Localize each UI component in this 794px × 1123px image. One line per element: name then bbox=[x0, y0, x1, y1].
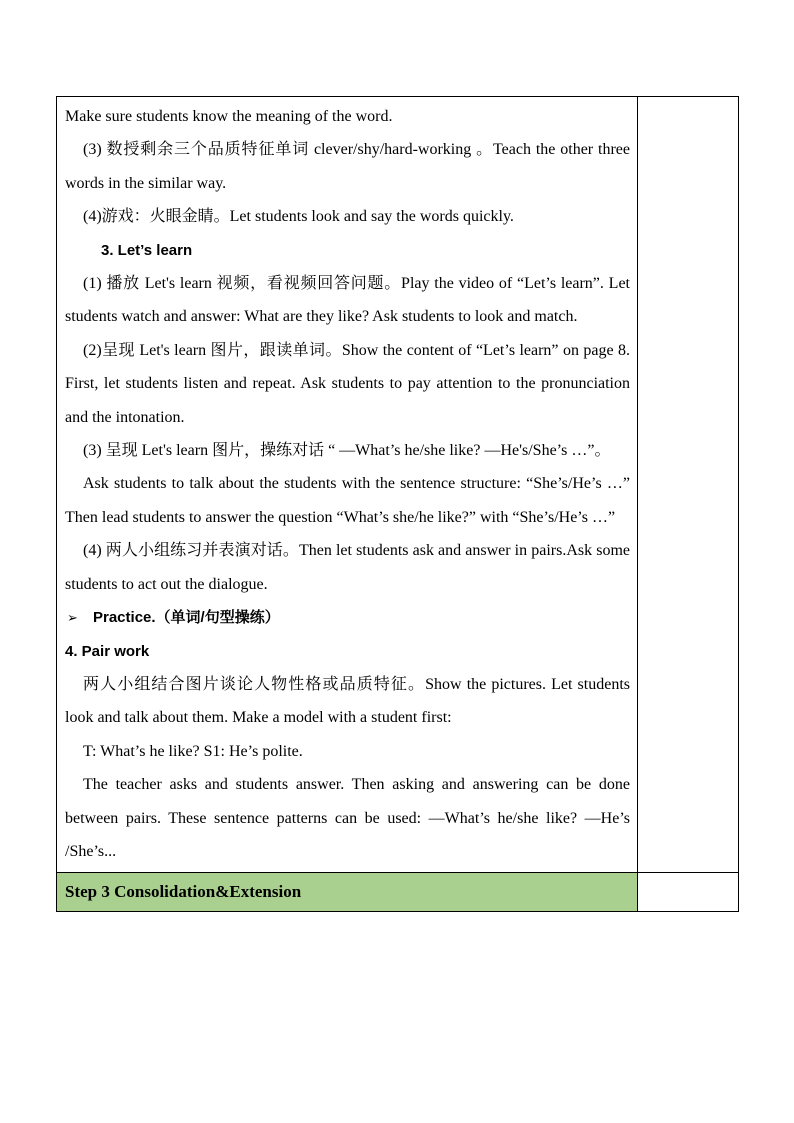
main-content-cell bbox=[57, 97, 638, 873]
practice-heading: Practice.（单词/句型操练） bbox=[93, 609, 280, 627]
learn-item-2: (2)呈现 Let's learn 图片，跟读单词。Show the content of “Let’s learn” on page 8. First, let students listen and repeat. Ask students to pay attention to the pronunciation and the intonation. bbox=[65, 341, 630, 426]
step-label-cell bbox=[57, 873, 638, 912]
step-3-label: Step 3 Consolidation&Extension bbox=[65, 882, 302, 902]
pair-work-intro: 两人小组结合图片谈论人物性格或品质特征。Show the pictures. Let students look and talk about them. Make a model with a student first: bbox=[65, 675, 630, 727]
practice-bullet bbox=[65, 601, 630, 634]
learn-item-4: (4) 两人小组练习并表演对话。Then let students ask and answer in pairs.Ask some students to act out the dialogue. bbox=[65, 542, 630, 593]
pair-work-model: T: What’s he like? S1: He’s polite. bbox=[83, 742, 303, 760]
step-side-cell bbox=[638, 873, 739, 912]
line-meaning: Make sure students know the meaning of the word. bbox=[65, 108, 393, 125]
heading-pair-work: 4. Pair work bbox=[65, 642, 150, 660]
learn-item-1: (1) 播放 Let's learn 视频，看视频回答问题。Play the video of “Let’s learn”. Let students watch and answer: What are they like? Ask students to look and match. bbox=[65, 275, 630, 326]
heading-lets-learn: 3. Let’s learn bbox=[101, 241, 193, 259]
arrow-bullet-icon: ➢ bbox=[67, 610, 78, 626]
learn-item-3-detail: Ask students to talk about the students with the sentence structure: “She’s/He’s …” Then lead students to answer the question “What’s she/he like?” with “She’s/He’s …” bbox=[65, 475, 630, 526]
pair-work-patterns: The teacher asks and students answer. Then asking and answering can be done between pairs. These sentence patterns can be used: —What’s he/she like? —He’s /She’s... bbox=[65, 776, 630, 860]
lesson-plan-table bbox=[56, 96, 739, 912]
learn-item-3: (3) 呈现 Let's learn 图片，操练对话 “ —What’s he/she like? —He's/She’s …”。 bbox=[83, 442, 611, 460]
side-notes-cell bbox=[638, 97, 739, 873]
item-3-teach-words: (3) 数授剩余三个品质特征单词 clever/shy/hard-working 。Teach the other three words in the similar way. bbox=[65, 141, 630, 192]
content-row bbox=[57, 97, 739, 873]
item-4-game: (4)游戏：火眼金睛。Let students look and say the words quickly. bbox=[83, 208, 514, 226]
step-row bbox=[57, 873, 739, 912]
